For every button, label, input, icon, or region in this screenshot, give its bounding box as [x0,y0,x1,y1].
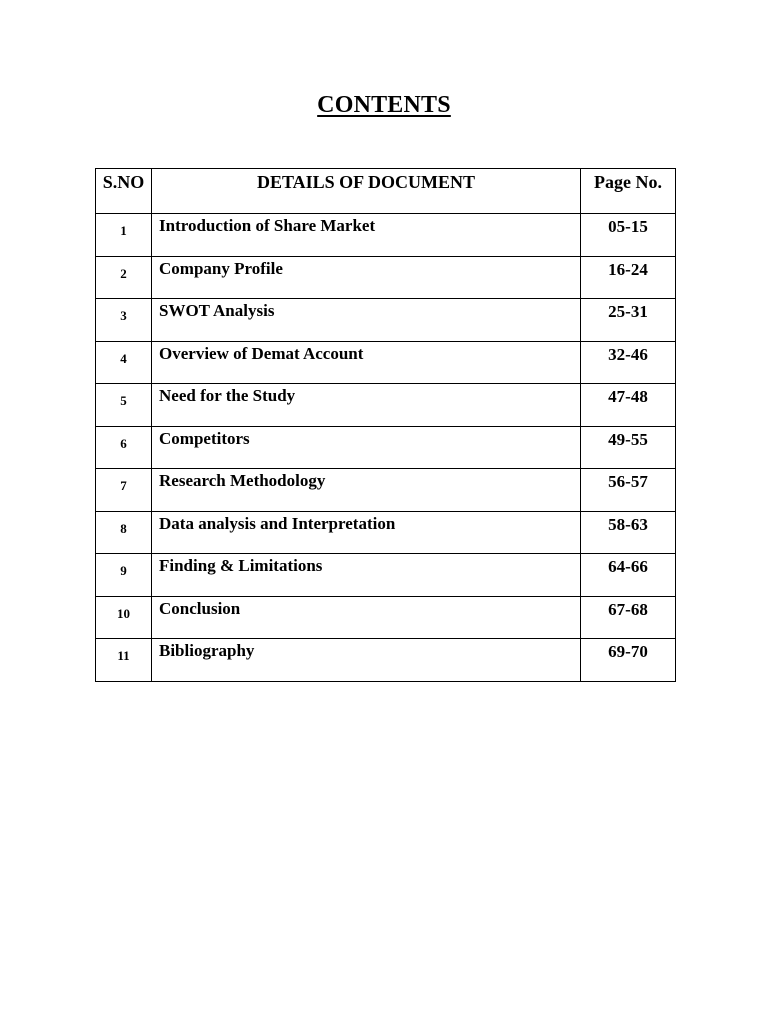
header-row [96,169,676,214]
row-sno: 4 [96,341,152,384]
row-pages: 25-31 [581,299,676,342]
contents-table [95,168,676,682]
row-pages: 16-24 [581,256,676,299]
row-detail: Competitors [152,426,581,469]
table-row [96,426,676,469]
row-detail: Conclusion [152,596,581,639]
row-sno: 3 [96,299,152,342]
header-details: DETAILS OF DOCUMENT [152,169,581,214]
table-row [96,341,676,384]
row-pages: 56-57 [581,469,676,512]
row-pages: 58-63 [581,511,676,554]
row-detail: Introduction of Share Market [152,214,581,257]
row-detail: Company Profile [152,256,581,299]
row-sno: 2 [96,256,152,299]
row-detail: SWOT Analysis [152,299,581,342]
table-row [96,214,676,257]
header-page-no: Page No. [581,169,676,214]
row-pages: 32-46 [581,341,676,384]
row-pages: 69-70 [581,639,676,682]
row-pages: 05-15 [581,214,676,257]
page-title: CONTENTS [317,92,451,118]
row-detail: Data analysis and Interpretation [152,511,581,554]
row-sno: 9 [96,554,152,597]
row-detail: Research Methodology [152,469,581,512]
row-detail: Need for the Study [152,384,581,427]
contents-table-body [96,214,676,682]
row-detail: Finding & Limitations [152,554,581,597]
row-detail: Overview of Demat Account [152,341,581,384]
contents-table-header [96,169,676,214]
row-sno: 8 [96,511,152,554]
table-row [96,384,676,427]
row-sno: 5 [96,384,152,427]
row-pages: 47-48 [581,384,676,427]
row-pages: 67-68 [581,596,676,639]
table-row [96,299,676,342]
table-row [96,256,676,299]
row-sno: 10 [96,596,152,639]
row-pages: 49-55 [581,426,676,469]
table-row [96,554,676,597]
table-row [96,596,676,639]
row-pages: 64-66 [581,554,676,597]
row-sno: 1 [96,214,152,257]
table-row [96,469,676,512]
row-sno: 6 [96,426,152,469]
row-detail: Bibliography [152,639,581,682]
row-sno: 11 [96,639,152,682]
table-row [96,511,676,554]
row-sno: 7 [96,469,152,512]
header-sno: S.NO [96,169,152,214]
table-row [96,639,676,682]
